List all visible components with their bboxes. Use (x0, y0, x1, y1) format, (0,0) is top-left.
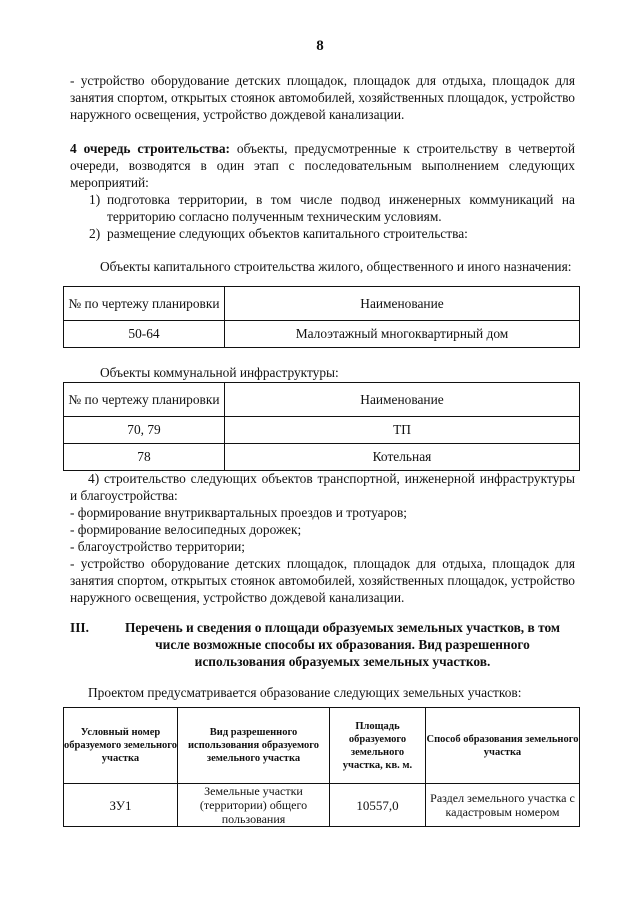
table2-caption: Объекты коммунальной инфраструктуры: (100, 365, 339, 380)
table-capital-objects (63, 286, 580, 348)
list-item-1 (89, 191, 575, 225)
table1-cell-num: 50-64 (64, 321, 225, 348)
page-number: 8 (316, 38, 324, 54)
list-item-2-num: 2) (89, 226, 101, 241)
table3-cell-method: Раздел земельного участка с кадастровым номером (426, 784, 580, 827)
table2-header-name: Наименование (225, 383, 580, 417)
table2-header-num: № по чертежу планировки (64, 383, 225, 417)
table2-cell-name: ТП (225, 417, 580, 444)
list-item-1-num: 1) (89, 192, 101, 207)
table2-cell-num: 78 (64, 444, 225, 471)
dash-item: - формирование велосипедных дорожек; (70, 522, 302, 537)
table-row (64, 321, 580, 348)
table-row (64, 784, 580, 827)
intro-paragraph: - устройство оборудование детских площадок, площадок для отдыха, площадок для занятия спортом, открытых стоянок автомобилей, хозяйственных площадок, устройство наружного освещения, устройство дождевой канализации. (70, 73, 575, 122)
dash-item: - благоустройство территории; (70, 539, 246, 554)
table-row (64, 444, 580, 471)
table-row (64, 417, 580, 444)
table3-cell-use: Земельные участки (территории) общего пользования (178, 784, 330, 827)
section-3-title: Перечень и сведения о площади образуемых земельных участков, в том числе возможные способы их образования. Вид разрешенного использования образуемых земельных участков. (124, 620, 561, 669)
list-item-2 (89, 225, 575, 242)
dash-item-last: - устройство оборудование детских площадок, площадок для отдыха, площадок для занятия спортом, открытых стоянок автомобилей, хозяйственных площадок, устройство наружного освещения, устройство дождевой канализации. (70, 556, 575, 605)
table3-header-use: Вид разрешенного использования образуемого земельного участка (178, 708, 330, 784)
table1-cell-name: Малоэтажный многоквартирный дом (225, 321, 580, 348)
table2-cell-num: 70, 79 (64, 417, 225, 444)
table3-header-method: Способ образования земельного участка (426, 708, 580, 784)
table3-header-area: Площадь образуемого земельного участка, кв. м. (330, 708, 426, 784)
table2-cell-name: Котельная (225, 444, 580, 471)
table1-header-num: № по чертежу планировки (64, 287, 225, 321)
table3-cell-id: ЗУ1 (64, 784, 178, 827)
stage4-paragraph (70, 140, 575, 191)
table-utility-objects (63, 382, 580, 471)
table1-header-name: Наименование (225, 287, 580, 321)
stage4-heading: 4 очередь строительства: (70, 141, 230, 156)
stage4-text: объекты, предусмотренные к строительству в четвертой очереди, возводятся в один этап с последовательным выполнением следующих мероприятий: (70, 141, 575, 190)
section-3-number: III. (70, 620, 89, 635)
section-3-heading (70, 619, 575, 670)
table1-caption: Объекты капитального строительства жилого, общественного и иного назначения: (100, 259, 572, 274)
table-land-plots (63, 707, 580, 827)
table3-header-id: Условный номер образуемого земельного участка (64, 708, 178, 784)
project-text: Проектом предусматривается образование следующих земельных участков: (88, 685, 522, 700)
dash-item: - формирование внутриквартальных проездов и тротуаров; (70, 505, 408, 520)
list-item-2-text: размещение следующих объектов капитального строительства: (107, 226, 468, 241)
table3-cell-area: 10557,0 (330, 784, 426, 827)
item4-paragraph: 4) строительство следующих объектов транспортной, инженерной инфраструктуры и благоустройства: (70, 471, 575, 503)
list-item-1-text: подготовка территории, в том числе подвод инженерных коммуникаций на территорию согласно полученным техническим условиям. (107, 192, 575, 224)
